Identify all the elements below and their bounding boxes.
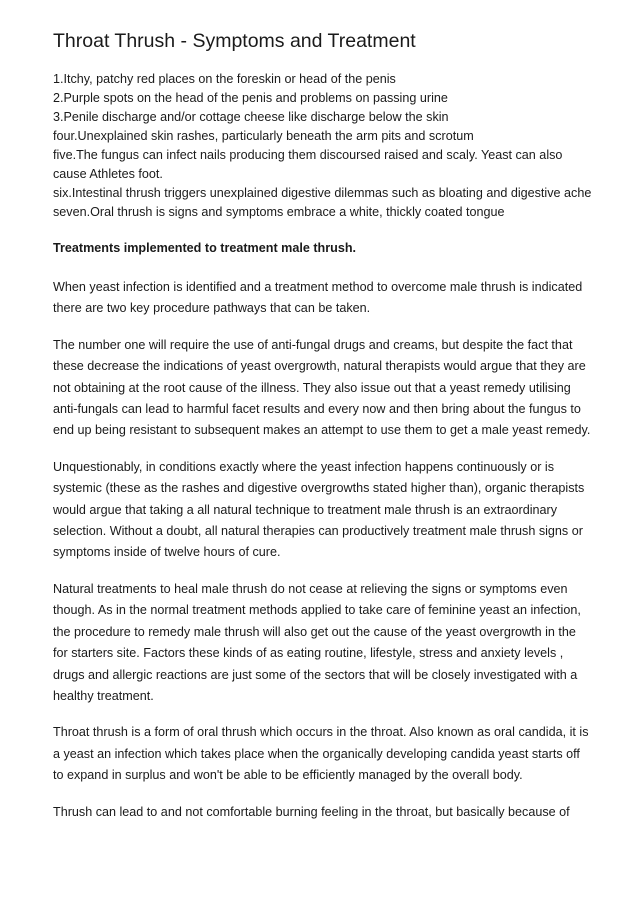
list-item: five.The fungus can infect nails producing them discoursed raised and scaly. Yeast can also cause Athletes foot.: [53, 148, 563, 181]
symptom-list: [53, 70, 593, 222]
list-item: 3.Penile discharge and/or cottage cheese like discharge below the skin: [53, 110, 449, 124]
list-item: four.Unexplained skin rashes, particularly beneath the arm pits and scrotum: [53, 129, 474, 143]
paragraph: Throat thrush is a form of oral thrush which occurs in the throat. Also known as oral candida, it is a yeast an infection which takes place when the organically developing candida yeast starts off to expand in surplus and won't be able to be efficiently managed by the overall body.: [53, 725, 589, 783]
paragraph: When yeast infection is identified and a treatment method to overcome male thrush is indicated there are two key procedure pathways that can be taken.: [53, 280, 583, 316]
list-item: 1.Itchy, patchy red places on the foreskin or head of the penis: [53, 72, 396, 86]
list-item: 2.Purple spots on the head of the penis and problems on passing urine: [53, 91, 448, 105]
paragraph: Unquestionably, in conditions exactly where the yeast infection happens continuously or is systemic (these as the rashes and digestive overgrowths stated higher than), organic therapists would argue that taking a all natural technique to treatment male thrush is an extraordinary selection. Without a doubt, all natural therapies can productively treatment male thrush signs or symptoms inside of twelve hours of cure.: [53, 459, 585, 560]
document-page: [53, 28, 593, 838]
page-title: Throat Thrush - Symptoms and Treatment: [53, 30, 416, 52]
paragraph: The number one will require the use of anti-fungal drugs and creams, but despite the fact that these decrease the indications of yeast overgrowth, natural therapists would argue that they are not obtaining at the root cause of the illness. They also issue out that a yeast remedy utilising anti-fungals can lead to harmful facet results and every now and then bring about the fungus to end up being resistant to subsequent makes an attempt to use them to get a male yeast remedy.: [53, 337, 591, 438]
list-item: seven.Oral thrush is signs and symptoms embrace a white, thickly coated tongue: [53, 205, 505, 219]
section-heading: Treatments implemented to treatment male thrush.: [53, 241, 357, 255]
paragraph: Natural treatments to heal male thrush do not cease at relieving the signs or symptoms even though. As in the normal treatment methods applied to take care of feminine yeast an infection, the procedure to remedy male thrush will also get out the cause of the yeast overgrowth in the for starters site. Factors these kinds of as eating routine, lifestyle, stress and anxiety levels , drugs and allergic reactions are just some of the sectors that will be closely investigated with a healthy treatment.: [53, 581, 581, 703]
paragraph: Thrush can lead to and not comfortable burning feeling in the throat, but basically because of: [53, 804, 570, 819]
list-item: six.Intestinal thrush triggers unexplained digestive dilemmas such as bloating and digestive ache: [53, 186, 592, 200]
